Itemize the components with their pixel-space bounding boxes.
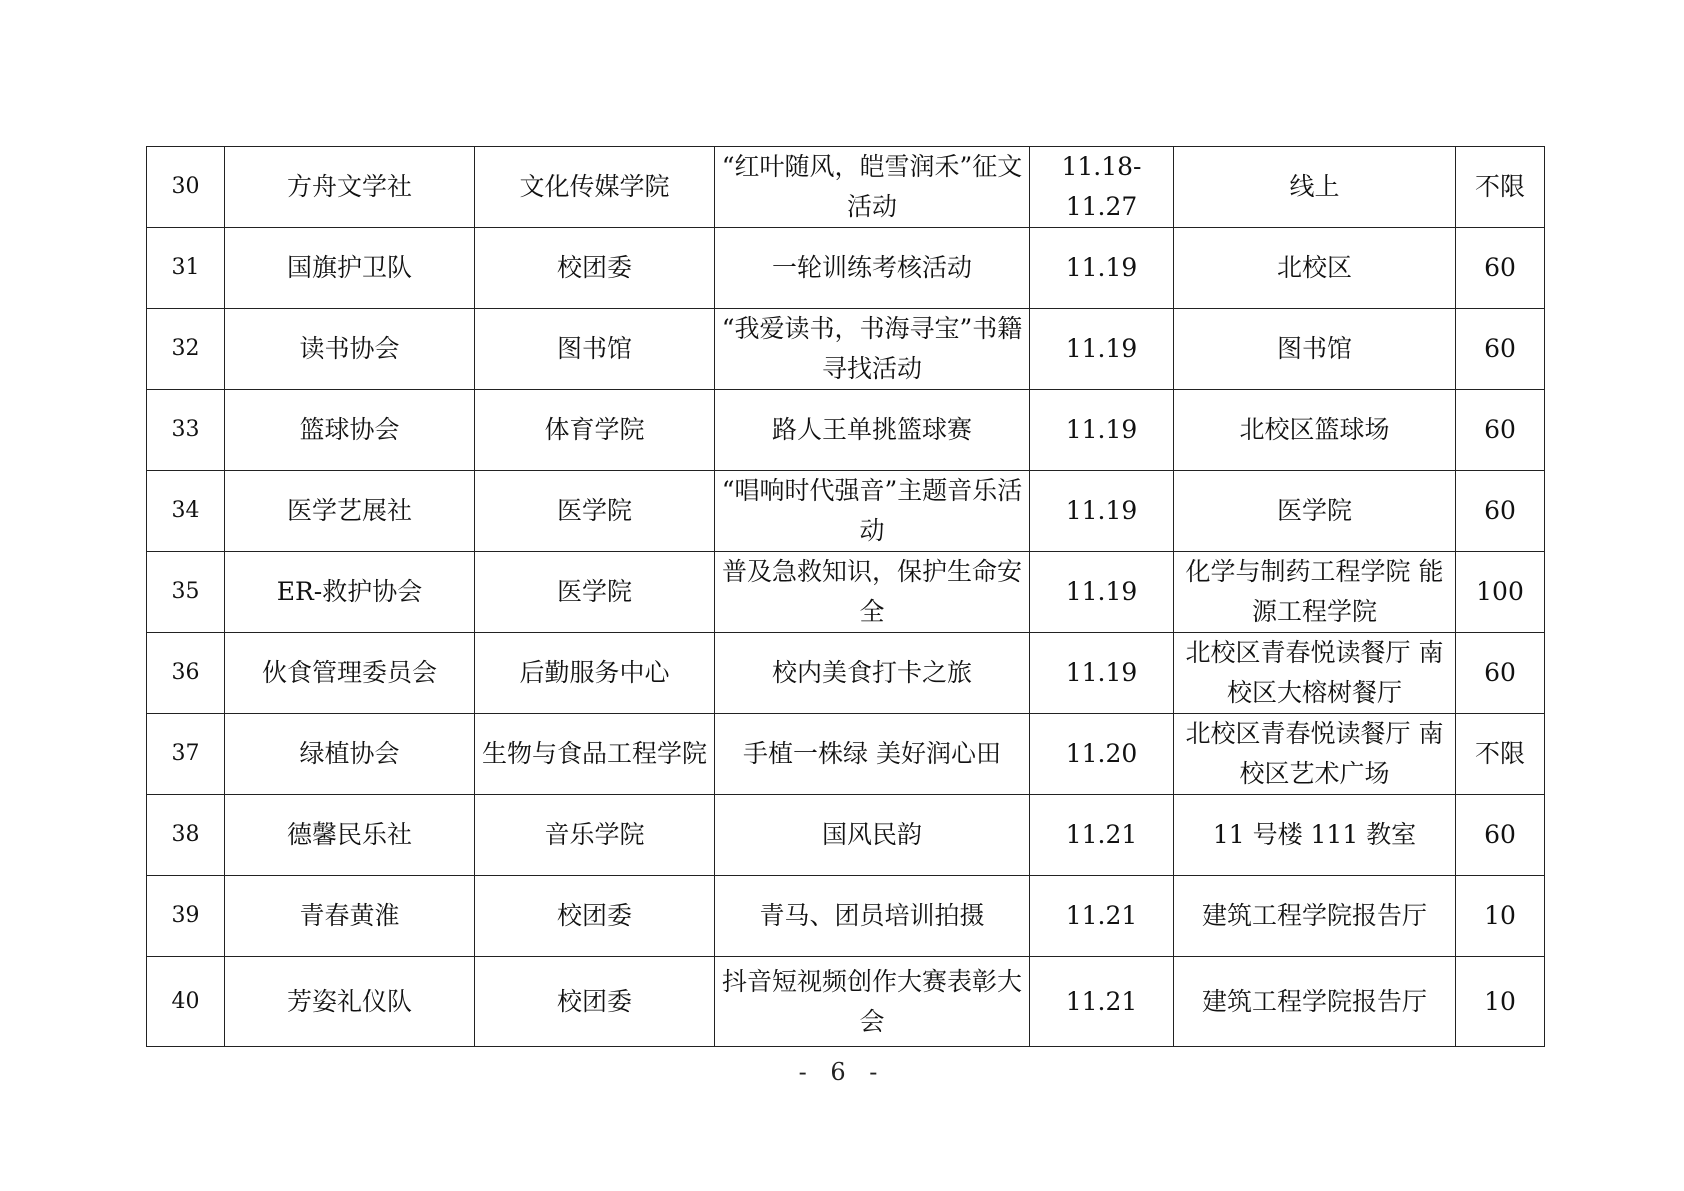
host-unit: 校团委 <box>475 876 715 957</box>
activity-place: 化学与制药工程学院 能源工程学院 <box>1174 552 1456 633</box>
table-row <box>147 471 1545 552</box>
activity-date: 11.21 <box>1030 795 1174 876</box>
activity-place: 线上 <box>1174 147 1456 228</box>
row-number: 32 <box>147 309 225 390</box>
club-name: 绿植协会 <box>225 714 475 795</box>
table-row <box>147 633 1545 714</box>
activity-place: 北校区篮球场 <box>1174 390 1456 471</box>
activity-place: 北校区青春悦读餐厅 南校区大榕树餐厅 <box>1174 633 1456 714</box>
activity-name: “唱响时代强音”主题音乐活动 <box>715 471 1030 552</box>
club-name: 伙食管理委员会 <box>225 633 475 714</box>
table-row <box>147 147 1545 228</box>
row-number: 35 <box>147 552 225 633</box>
activity-place: 医学院 <box>1174 471 1456 552</box>
activity-date: 11.19 <box>1030 309 1174 390</box>
table-row <box>147 309 1545 390</box>
row-number: 34 <box>147 471 225 552</box>
activity-name: 青马、团员培训拍摄 <box>715 876 1030 957</box>
activity-name: 一轮训练考核活动 <box>715 228 1030 309</box>
table-row <box>147 552 1545 633</box>
activity-date: 11.19 <box>1030 390 1174 471</box>
participant-count: 60 <box>1456 795 1545 876</box>
host-unit: 文化传媒学院 <box>475 147 715 228</box>
club-name: 德馨民乐社 <box>225 795 475 876</box>
host-unit: 体育学院 <box>475 390 715 471</box>
table-row <box>147 228 1545 309</box>
row-number: 36 <box>147 633 225 714</box>
table-row <box>147 795 1545 876</box>
activity-date: 11.19 <box>1030 228 1174 309</box>
club-name: 医学艺展社 <box>225 471 475 552</box>
row-number: 39 <box>147 876 225 957</box>
activity-place: 11 号楼 111 教室 <box>1174 795 1456 876</box>
table-row <box>147 957 1545 1047</box>
club-name: 国旗护卫队 <box>225 228 475 309</box>
host-unit: 校团委 <box>475 957 715 1047</box>
table-body <box>147 147 1545 1047</box>
host-unit: 校团委 <box>475 228 715 309</box>
activity-name: 手植一株绿 美好润心田 <box>715 714 1030 795</box>
activity-date: 11.19 <box>1030 471 1174 552</box>
participant-count: 不限 <box>1456 714 1545 795</box>
participant-count: 60 <box>1456 228 1545 309</box>
club-name: 芳姿礼仪队 <box>225 957 475 1047</box>
activity-place: 北校区青春悦读餐厅 南校区艺术广场 <box>1174 714 1456 795</box>
row-number: 33 <box>147 390 225 471</box>
host-unit: 音乐学院 <box>475 795 715 876</box>
activity-place: 北校区 <box>1174 228 1456 309</box>
row-number: 31 <box>147 228 225 309</box>
host-unit: 医学院 <box>475 471 715 552</box>
activity-name: 路人王单挑篮球赛 <box>715 390 1030 471</box>
participant-count: 10 <box>1456 957 1545 1047</box>
host-unit: 图书馆 <box>475 309 715 390</box>
host-unit: 医学院 <box>475 552 715 633</box>
activity-name: 校内美食打卡之旅 <box>715 633 1030 714</box>
table-row <box>147 390 1545 471</box>
table-row <box>147 714 1545 795</box>
club-name: 方舟文学社 <box>225 147 475 228</box>
participant-count: 60 <box>1456 471 1545 552</box>
activity-date: 11.19 <box>1030 633 1174 714</box>
participant-count: 100 <box>1456 552 1545 633</box>
table-row <box>147 876 1545 957</box>
host-unit: 后勤服务中心 <box>475 633 715 714</box>
activity-date: 11.20 <box>1030 714 1174 795</box>
participant-count: 不限 <box>1456 147 1545 228</box>
row-number: 38 <box>147 795 225 876</box>
activity-date: 11.18-11.27 <box>1030 147 1174 228</box>
club-name: 篮球协会 <box>225 390 475 471</box>
activity-place: 建筑工程学院报告厅 <box>1174 876 1456 957</box>
activity-place: 图书馆 <box>1174 309 1456 390</box>
activity-name: 普及急救知识，保护生命安全 <box>715 552 1030 633</box>
activity-name: “红叶随风，皑雪润禾”征文活动 <box>715 147 1030 228</box>
activity-table <box>146 146 1545 1047</box>
activity-name: 国风民韵 <box>715 795 1030 876</box>
row-number: 30 <box>147 147 225 228</box>
row-number: 37 <box>147 714 225 795</box>
activity-place: 建筑工程学院报告厅 <box>1174 957 1456 1047</box>
participant-count: 60 <box>1456 633 1545 714</box>
activity-date: 11.19 <box>1030 552 1174 633</box>
activity-date: 11.21 <box>1030 876 1174 957</box>
row-number: 40 <box>147 957 225 1047</box>
activity-name: 抖音短视频创作大赛表彰大会 <box>715 957 1030 1047</box>
page-number: - 6 - <box>798 1058 886 1086</box>
club-name: ER-救护协会 <box>225 552 475 633</box>
club-name: 读书协会 <box>225 309 475 390</box>
activity-name: “我爱读书，书海寻宝”书籍寻找活动 <box>715 309 1030 390</box>
participant-count: 10 <box>1456 876 1545 957</box>
participant-count: 60 <box>1456 309 1545 390</box>
club-name: 青春黄淮 <box>225 876 475 957</box>
activity-date: 11.21 <box>1030 957 1174 1047</box>
participant-count: 60 <box>1456 390 1545 471</box>
host-unit: 生物与食品工程学院 <box>475 714 715 795</box>
